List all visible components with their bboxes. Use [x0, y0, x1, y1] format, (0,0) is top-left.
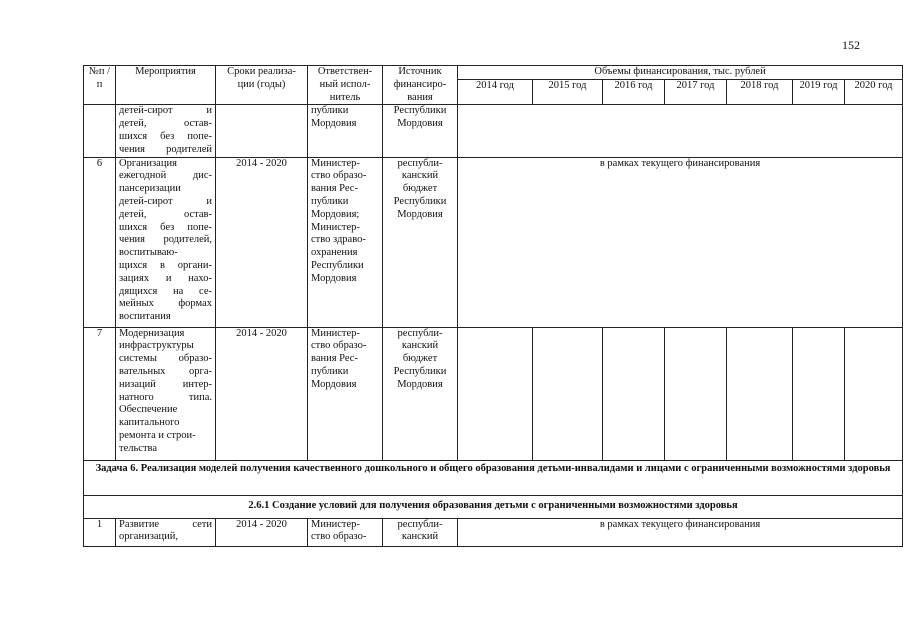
header-year: 2019 год [793, 79, 845, 105]
header-funding: Объемы финансирования, тыс. рублей [458, 66, 903, 80]
page-number: 152 [842, 38, 860, 52]
row-responsible: Министер- ство образо- [308, 518, 383, 546]
header-year: 2018 год [727, 79, 793, 105]
table-row [84, 105, 903, 157]
funding-note: в рамках текущего финансирования [458, 518, 903, 546]
header-year: 2016 год [603, 79, 665, 105]
row-activity: Модернизация инфраструктуры системы образо- вательных орга- низаций интер- натного типа. Обеспечение капитального ремонта и строи- тельства [116, 327, 216, 460]
header-responsible: Ответствен- ный испол- нитель [308, 66, 383, 105]
table-row [84, 157, 903, 327]
task-row [84, 460, 903, 495]
funding-cell [458, 327, 533, 460]
header-year: 2014 год [458, 79, 533, 105]
header-activities: Мероприятия [116, 66, 216, 105]
header-terms: Сроки реализа- ции (годы) [216, 66, 308, 105]
funding-table [83, 65, 903, 547]
funding-cell [665, 327, 727, 460]
table-row [84, 327, 903, 460]
row-responsible: публики Мордовия [308, 105, 383, 157]
row-num: 7 [84, 327, 116, 460]
funding-note: в рамках текущего финансирования [458, 157, 903, 327]
section-row [84, 495, 903, 518]
table-row [84, 518, 903, 546]
funding-cell [845, 327, 903, 460]
row-activity: Организация ежегодной дис- пансеризации детей-сирот и детей, остав- шихся без попе- чения родителей, воспитываю- щихся в органи- зациях и нахо- дящихся на се- мейных формах воспитания [116, 157, 216, 327]
header-source: Источник финансиро- вания [383, 66, 458, 105]
header-num: №п /п [84, 66, 116, 105]
row-source: республи- канский бюджет Республики Мордовия [383, 157, 458, 327]
row-num: 1 [84, 518, 116, 546]
row-source: республи- канский [383, 518, 458, 546]
row-num: 6 [84, 157, 116, 327]
row-num [84, 105, 116, 157]
row-terms: 2014 - 2020 [216, 327, 308, 460]
row-source: Республики Мордовия [383, 105, 458, 157]
header-year: 2015 год [533, 79, 603, 105]
row-activity: детей-сирот и детей, остав- шихся без попе- чения родителей [116, 105, 216, 157]
section-title: 2.6.1 Создание условий для получения образования детьми с ограниченными возможностями здоровья [84, 495, 903, 518]
header-year: 2017 год [665, 79, 727, 105]
row-activity: Развитие сети организаций, [116, 518, 216, 546]
table-header-row [84, 66, 903, 80]
row-responsible: Министер- ство образо- вания Рес- публики Мордовия [308, 327, 383, 460]
row-terms: 2014 - 2020 [216, 157, 308, 327]
funding-cell [793, 327, 845, 460]
header-year: 2020 год [845, 79, 903, 105]
funding-cell [603, 327, 665, 460]
row-funding [458, 105, 903, 157]
row-responsible: Министер- ство образо- вания Рес- публики Мордовия; Министер- ство здраво- охранения Республики Мордовия [308, 157, 383, 327]
task-title: Задача 6. Реализация моделей получения качественного дошкольного и общего образования детьми-инвалидами и лицами с ограниченными возможностями здоровья [84, 460, 903, 495]
row-terms: 2014 - 2020 [216, 518, 308, 546]
row-source: республи- канский бюджет Республики Мордовия [383, 327, 458, 460]
funding-cell [727, 327, 793, 460]
funding-cell [533, 327, 603, 460]
row-terms [216, 105, 308, 157]
